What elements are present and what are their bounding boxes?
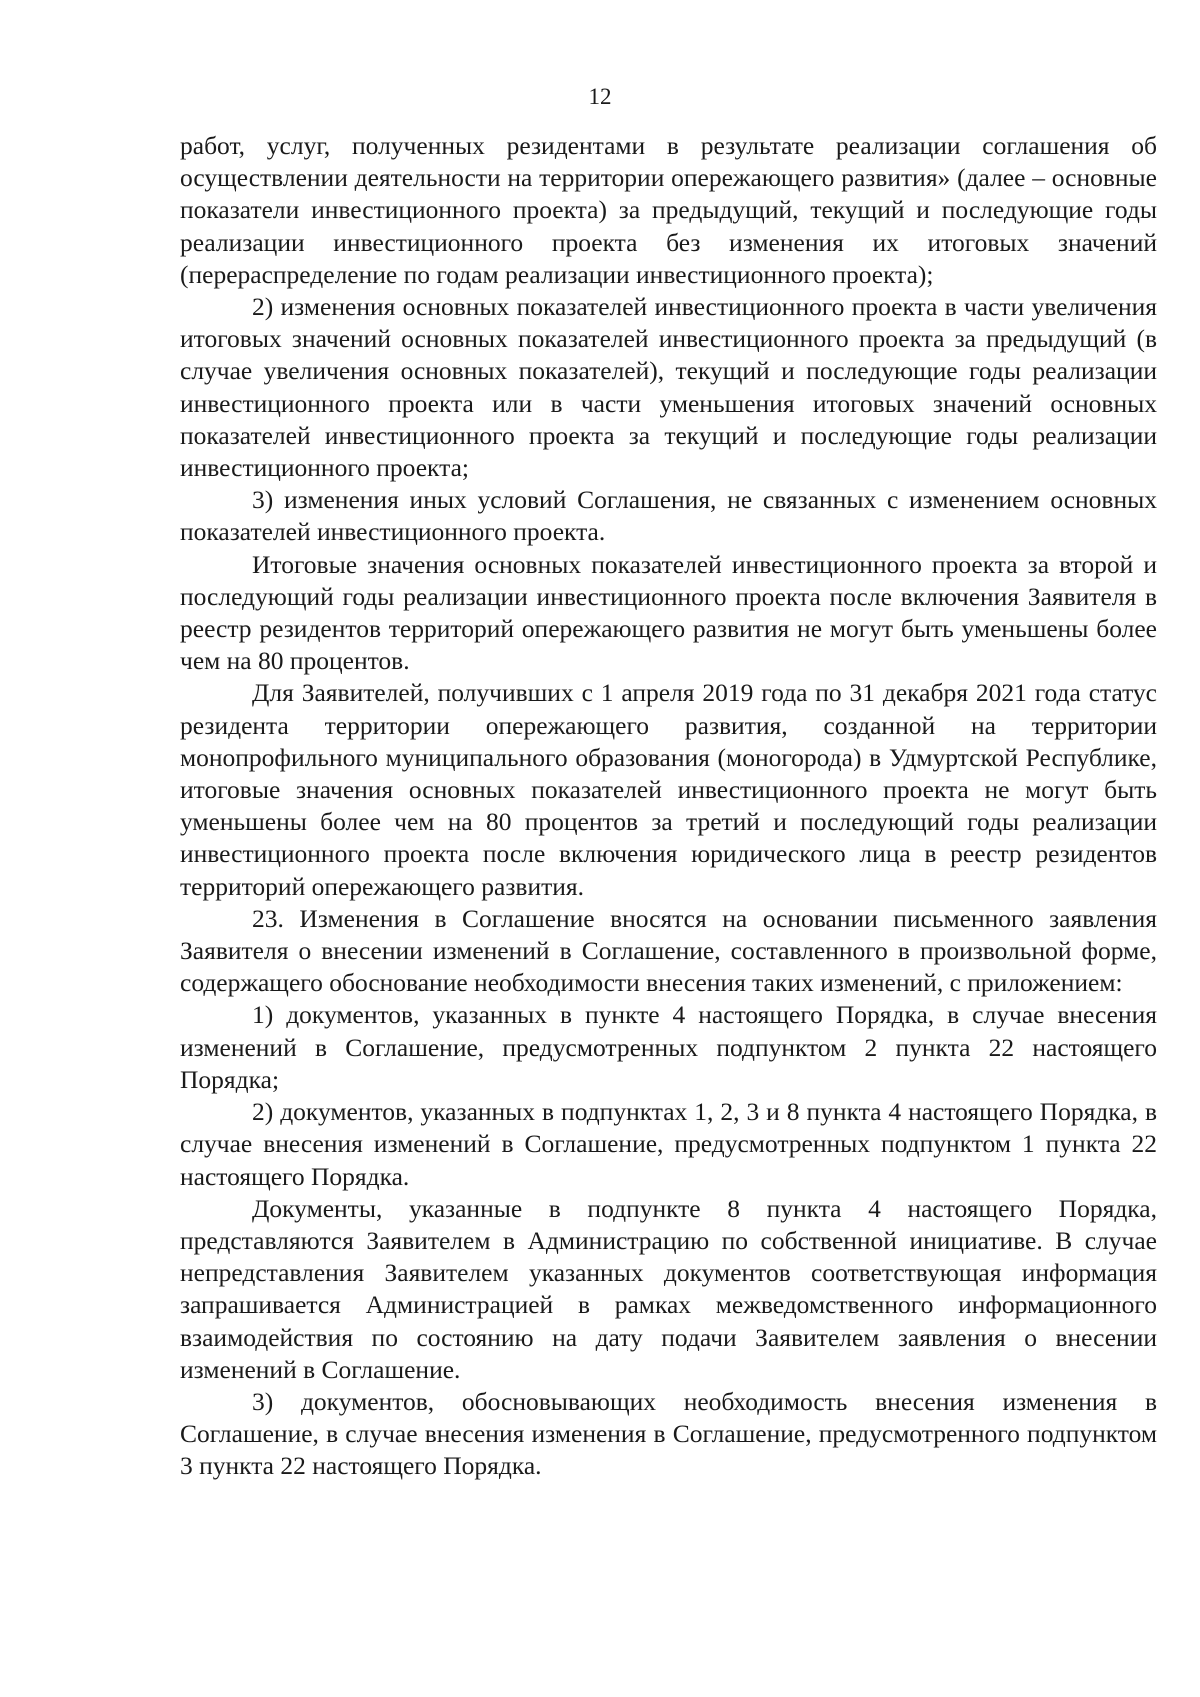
paragraph-subitem-2: 2) изменения основных показателей инвестиционного проекта в части увеличения итоговых значений основных показателей инвестиционного проекта за предыдущий (в случае увеличения основных показателей), текущий и последующие годы реализации инвестиционного проекта или в части уменьшения итоговых значений основных показателей инвестиционного проекта за текущий и последующие годы реализации инвестиционного проекта;	[180, 292, 1157, 483]
paragraph-final-values: Итоговые значения основных показателей инвестиционного проекта за второй и последующий годы реализации инвестиционного проекта после включения Заявителя в реестр резидентов территорий опережающего развития не могут быть уменьшены более чем на 80 процентов.	[180, 549, 1157, 676]
paragraph-applicants-2019-2021: Для Заявителей, получивших с 1 апреля 2019 года по 31 декабря 2021 года статус резидента территории опережающего развития, созданной на территории монопрофильного муниципального образования (моногорода) в Удмуртской Республике, итоговые значения основных показателей инвестиционного проекта не могут быть уменьшены более чем на 80 процентов за третий и последующий годы реализации инвестиционного проекта после включения юридического лица в реестр резидентов территорий опережающего развития.	[180, 678, 1157, 901]
paragraph-continuation: работ, услуг, полученных резидентами в результате реализации соглашения об осуществлении деятельности на территории опережающего развития» (далее – основные показатели инвестиционного проекта) за предыдущий, текущий и последующие годы реализации инвестиционного проекта без изменения их итоговых значений (перераспределение по годам реализации инвестиционного проекта);	[180, 131, 1157, 289]
page-number: 12	[588, 84, 612, 109]
document-body	[180, 130, 1157, 1483]
paragraph-clause-23-item-1: 1) документов, указанных в пункте 4 настоящего Порядка, в случае внесения изменений в Соглашение, предусмотренных подпунктом 2 пункта 22 настоящего Порядка;	[180, 1000, 1157, 1094]
paragraph-clause-23-item-2: 2) документов, указанных в подпунктах 1, 2, 3 и 8 пункта 4 настоящего Порядка, в случае внесения изменений в Соглашение, предусмотренных подпунктом 1 пункта 22 настоящего Порядка.	[180, 1097, 1157, 1191]
paragraph-clause-23: 23. Изменения в Соглашение вносятся на основании письменного заявления Заявителя о внесении изменений в Соглашение, составленного в произвольной форме, содержащего обоснование необходимости внесения таких изменений, с приложением:	[180, 903, 1157, 998]
paragraph-documents-own-initiative: Документы, указанные в подпункте 8 пункта 4 настоящего Порядка, представляются Заявителем в Администрацию по собственной инициативе. В случае непредставления Заявителем указанных документов соответствующая информация запрашивается Администрацией в рамках межведомственного информационного взаимодействия по состоянию на дату подачи Заявителем заявления о внесении изменений в Соглашение.	[180, 1193, 1157, 1384]
paragraph-clause-23-item-3: 3) документов, обосновывающих необходимость внесения изменения в Соглашение, в случае внесения изменения в Соглашение, предусмотренного подпунктом 3 пункта 22 настоящего Порядка.	[180, 1386, 1157, 1481]
paragraph-subitem-3: 3) изменения иных условий Соглашения, не связанных с изменением основных показателей инвестиционного проекта.	[180, 485, 1157, 547]
